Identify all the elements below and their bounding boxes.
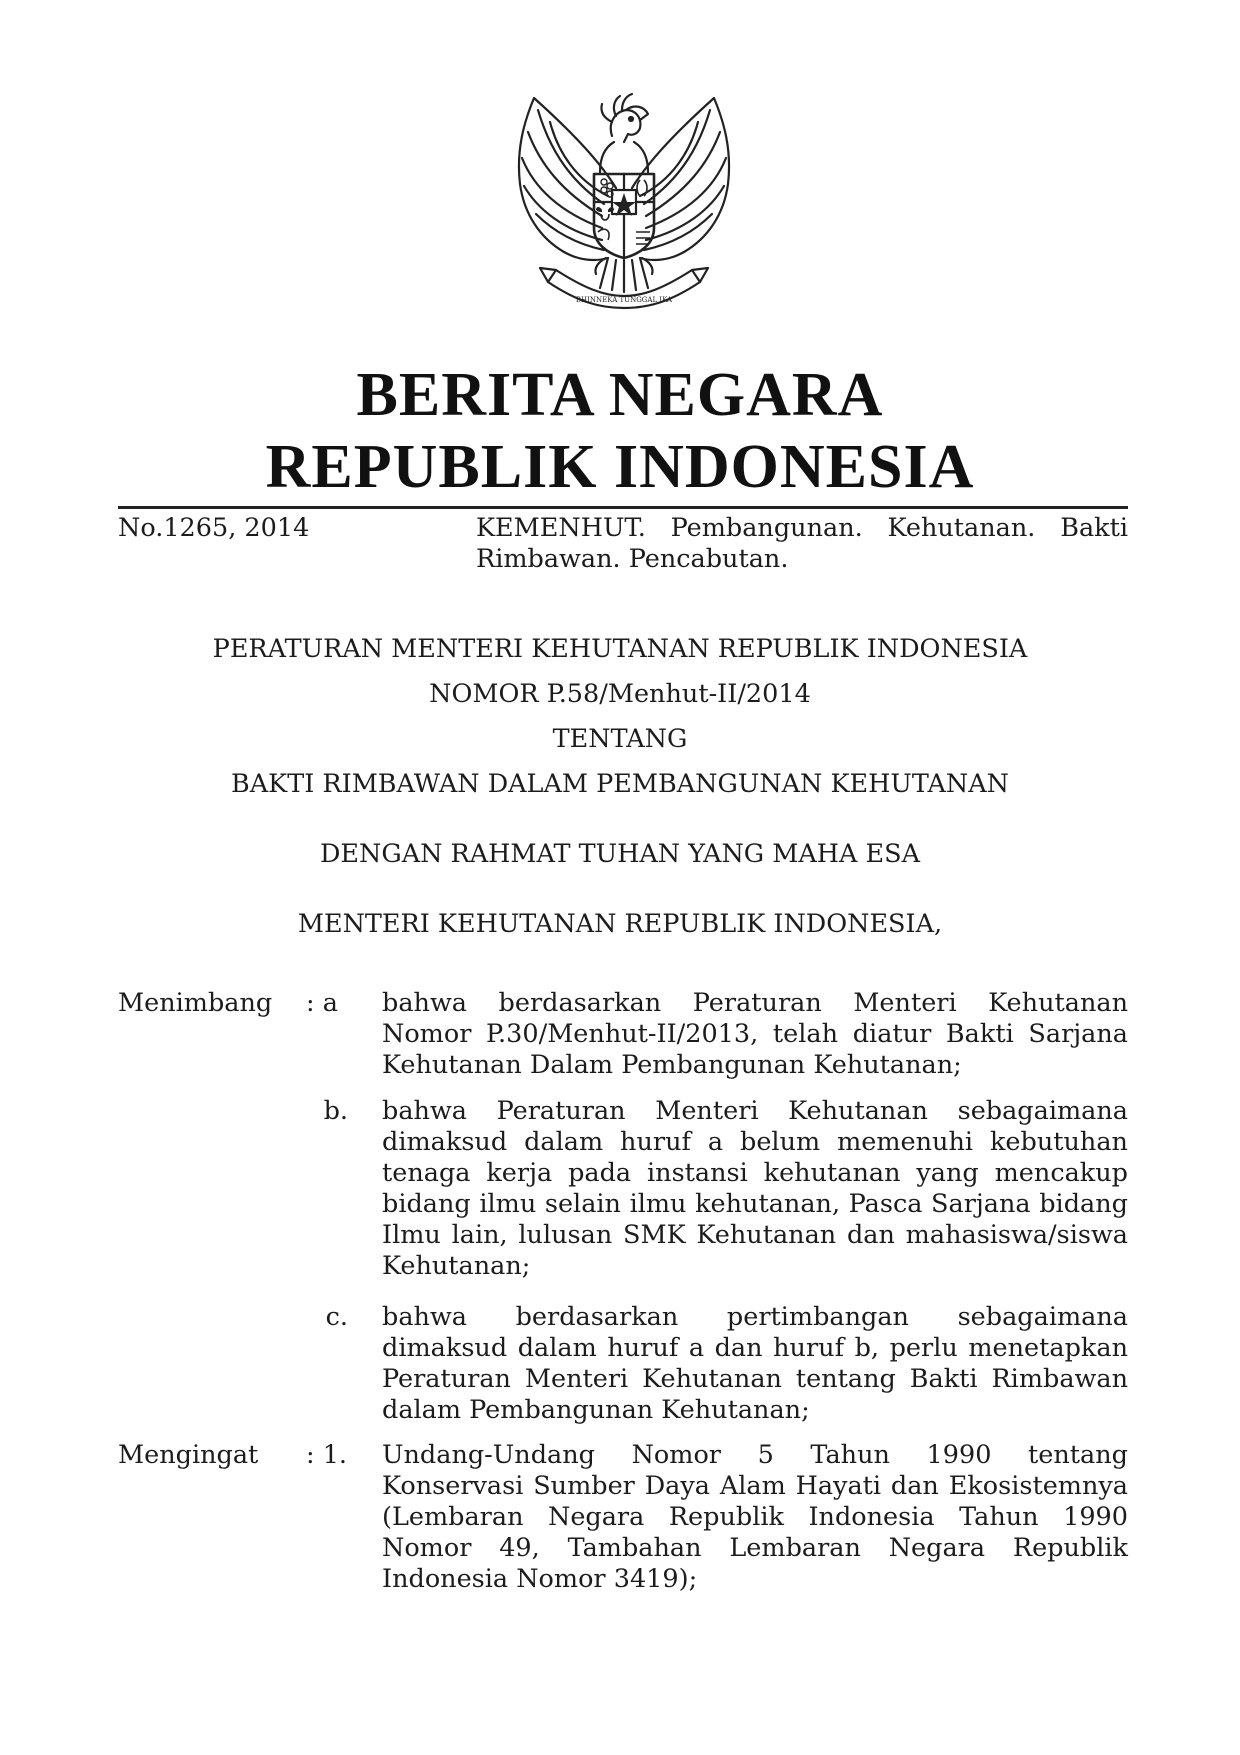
menimbang-label: Menimbang: [118, 988, 273, 1018]
menimbang-item-c: bahwa berdasarkan pertimbangan sebagaimana dimaksud dalam huruf a dan huruf b, perlu menetapkan Peraturan Menteri Kehutanan tentang Bakti Rimbawan dalam Pembangunan Kehutanan;: [382, 1302, 1128, 1425]
menimbang-marker-c: c.: [325, 1302, 348, 1332]
gazette-description: KEMENHUT. Pembangunan. Kehutanan. Bakti Rimbawan. Pencabutan.: [476, 513, 1128, 574]
menimbang-marker-b: b.: [323, 1096, 348, 1126]
menimbang-item-a: bahwa berdasarkan Peraturan Menteri Kehutanan Nomor P.30/Menhut-II/2013, telah diatur Bakti Sarjana Kehutanan Dalam Pembangunan Kehutanan;: [382, 988, 1128, 1080]
mengingat-item-1: Undang-Undang Nomor 5 Tahun 1990 tentang Konservasi Sumber Daya Alam Hayati dan Ekosistemnya (Lembaran Negara Republik Indonesia Tahun 1990 Nomor 49, Tambahan Lembaran Negara Republik Indonesia Nomor 3419);: [382, 1440, 1128, 1594]
issuer: MENTERI KEHUTANAN REPUBLIK INDONESIA,: [297, 909, 943, 939]
emblem-motto: BHINNEKA TUNGGAL IKA: [575, 296, 673, 304]
preamble: DENGAN RAHMAT TUHAN YANG MAHA ESA: [319, 839, 921, 869]
mengingat-label: Mengingat: [118, 1440, 259, 1470]
menimbang-marker-a: : a: [306, 988, 338, 1018]
regulation-subject: BAKTI RIMBAWAN DALAM PEMBANGUNAN KEHUTANAN: [231, 769, 1009, 799]
regulation-title: PERATURAN MENTERI KEHUTANAN REPUBLIK INDONESIA: [212, 634, 1028, 664]
title-divider: [118, 506, 1128, 509]
mengingat-marker-1: : 1.: [306, 1440, 348, 1470]
regulation-number: NOMOR P.58/Menhut-II/2014: [429, 679, 811, 709]
garuda-pancasila-emblem-icon: [504, 92, 744, 314]
gazette-title-line1: BERITA NEGARA: [356, 361, 884, 429]
gazette-number: No.1265, 2014: [118, 513, 310, 543]
regulation-about: TENTANG: [552, 724, 688, 754]
menimbang-item-b: bahwa Peraturan Menteri Kehutanan sebagaimana dimaksud dalam huruf a belum memenuhi kebutuhan tenaga kerja pada instansi kehutanan yang mencakup bidang ilmu selain ilmu kehutanan, Pasca Sarjana bidang Ilmu lain, lulusan SMK Kehutanan dan mahasiswa/siswa Kehutanan;: [382, 1096, 1128, 1281]
gazette-title-line2: REPUBLIK INDONESIA: [265, 433, 975, 501]
